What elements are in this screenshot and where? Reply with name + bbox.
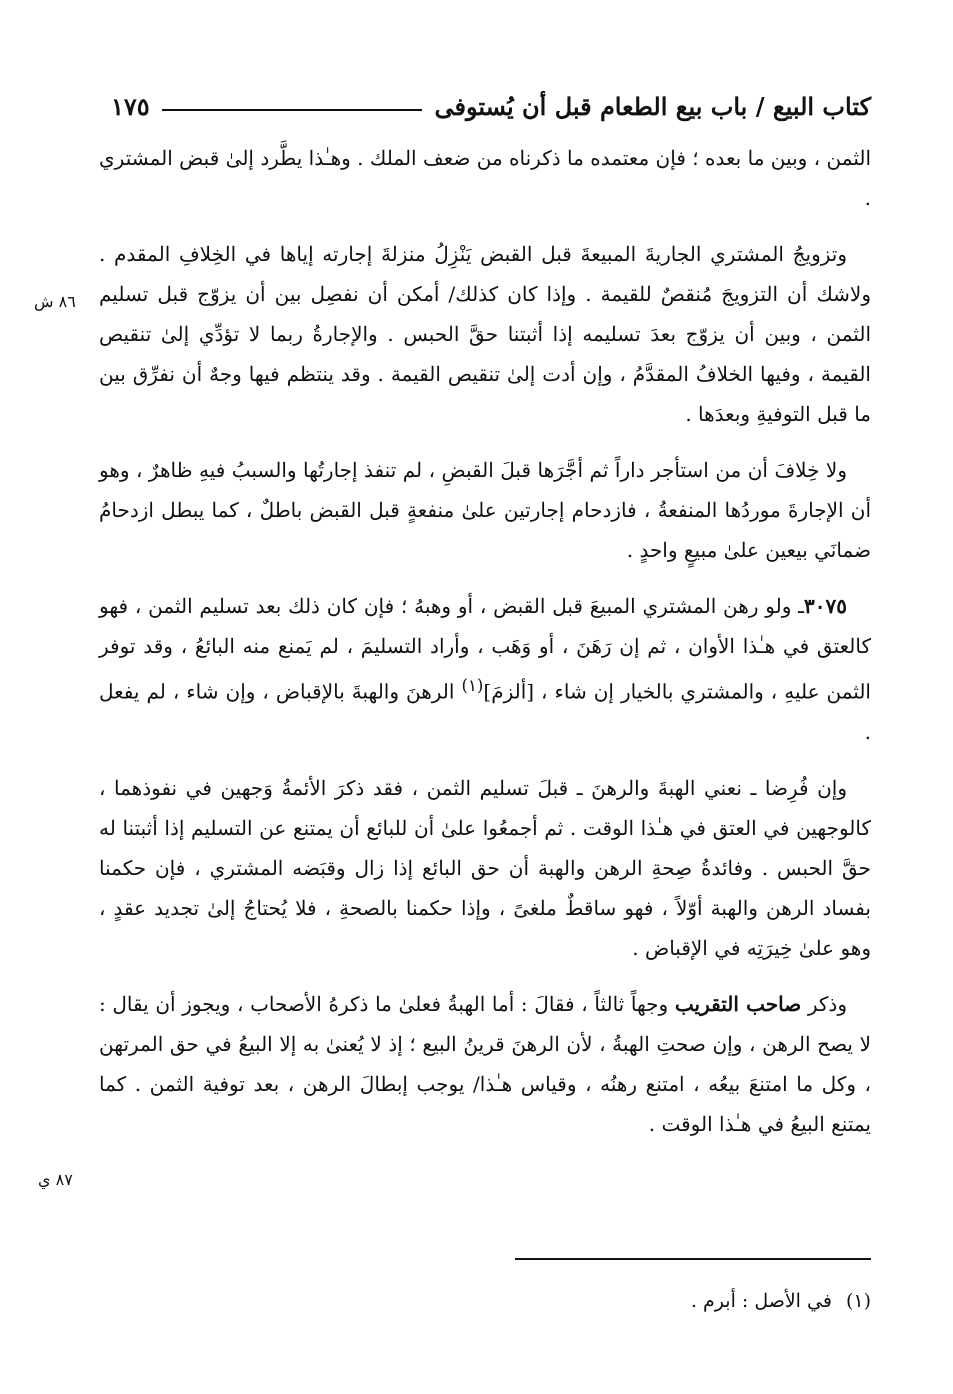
paragraph bbox=[99, 234, 871, 434]
footnote-rule bbox=[515, 1258, 871, 1260]
bold-term: صاحب التقريب bbox=[674, 991, 802, 1016]
body-text bbox=[99, 138, 871, 1160]
paragraph bbox=[99, 138, 871, 218]
paragraph-text: ولو رهن المشتري المبيعَ قبل القبض ، أو وهبهُ ؛ فإن كان ذلك بعد تسليم الثمن ، فهو كالعتق في هـٰذا الأوان ، ثم إن رَهَنَ ، أو وَهَب ، وأراد التسليمَ ، لم يَمنع منه البائعُ ، وقد توفر الثمن عليهِ ، والمشتري بالخيار إن شاء ، [ألزمَ] bbox=[99, 594, 872, 704]
paragraph bbox=[99, 450, 871, 570]
header-rule bbox=[162, 109, 423, 111]
footnote-number: (١) bbox=[845, 1290, 871, 1312]
running-header bbox=[111, 86, 871, 126]
header-title: كتاب البيع / باب بيع الطعام قبل أن يُستوفى bbox=[434, 91, 871, 121]
page-number: ١٧٥ bbox=[111, 91, 150, 121]
margin-note: ٨٦ ش bbox=[34, 292, 76, 311]
paragraph-text: وتزويجُ المشتري الجاريةَ المبيعةَ قبل القبض يَنْزِلُ منزلةَ إجارته إياها في الخِلافِ المقدم . ولاشك أن التزويجَ مُنقصٌ للقيمة . وإذا كان كذلك/ أمكن أن نفصِل بين أن يزوّج قبل تسليم الثمن ، وبين أن يزوّج بعدَ تسليمه إذا أثبتنا حقَّ الحبس . والإجارةُ ربما لا تؤدِّي إلىٰ تنقيص القيمة ، وفيها الخلافُ المقدَّمُ ، وإن أدت إلىٰ تنقيص القيمة . وقد ينتظم فيها وجهٌ أن نفرِّق بين ما قبل التوفيةِ وبعدَها . bbox=[99, 242, 871, 426]
paragraph-text-continued: الرهنَ والهبةَ بالإقباض ، وإن شاء ، لم يفعل . bbox=[99, 679, 871, 744]
footnote-reference[interactable]: (١) bbox=[461, 676, 484, 695]
paragraph-issue bbox=[99, 586, 871, 752]
paragraph bbox=[99, 768, 871, 968]
paragraph-text: وإن فُرِضا ـ نعني الهبةَ والرهنَ ـ قبلَ تسليم الثمن ، فقد ذكرَ الأئمةُ وَجهين في نفوذهما ، كالوجهين في العتق في هـٰذا الوقت . ثم أجمعُوا علىٰ أن للبائع أن يمتنع عن التسليم إذا أثبتنا له حقَّ الحبس . وفائدةُ صِحةِ الرهن والهبة أن حق البائع إذا زال وقبَضه المشتري ، فإن حكمنا بفساد الرهن والهبة أوّلاً ، فهو ساقطٌ ملغىً ، وإذا حكمنا بالصحةِ ، فلا يُحتاجُ إلىٰ تجديد عقدٍ ، وهو علىٰ خِيرَتِه في الإقباض . bbox=[99, 775, 872, 960]
paragraph-text: الثمن ، وبين ما بعده ؛ فإن معتمده ما ذكرناه من ضعف الملك . وهـٰذا يطَّرد إلىٰ قبض المشتري . bbox=[99, 146, 871, 210]
paragraph-text: وجهاً ثالثاً ، فقالَ : أما الهبةُ فعلىٰ ما ذكرهُ الأصحاب ، ويجوز أن يقال : لا يصح الرهن ، وإن صحتِ الهبةُ ، لأن الرهنَ قرينُ البيع ؛ إذ لا يُعنىٰ به إلا البيعُ في حق المرتهن ، وكل ما امتنعَ بيعُه ، امتنع رهنُه ، وقياس هـٰذا/ يوجب إبطالَ الرهن ، بعد توفية الثمن . كما يمتنع البيعُ في هـٰذا الوقت . bbox=[99, 991, 871, 1136]
footnote bbox=[99, 1286, 871, 1316]
issue-dash: ـ bbox=[791, 594, 805, 618]
footnote-text: في الأصل : أبرم . bbox=[690, 1290, 832, 1312]
issue-number: ٣٠٧٥ bbox=[804, 594, 847, 618]
paragraph bbox=[99, 984, 871, 1144]
margin-note: ٨٧ ي bbox=[38, 1170, 73, 1189]
paragraph-text: ولا خِلافَ أن من استأجر داراً ثم أجَّرَها قبلَ القبضِ ، لم تنفذ إجارتُها والسببُ فيهِ ظاهرٌ ، وهو أن الإجارةَ موردُها المنفعةُ ، فازدحام إجارتين علىٰ منفعةٍ قبل القبض باطلٌ ، كما يبطل ازدحامُ ضمانَي بيعين علىٰ مبيعٍ واحدٍ . bbox=[99, 458, 872, 562]
paragraph-text-lead: وذكر bbox=[801, 991, 847, 1016]
